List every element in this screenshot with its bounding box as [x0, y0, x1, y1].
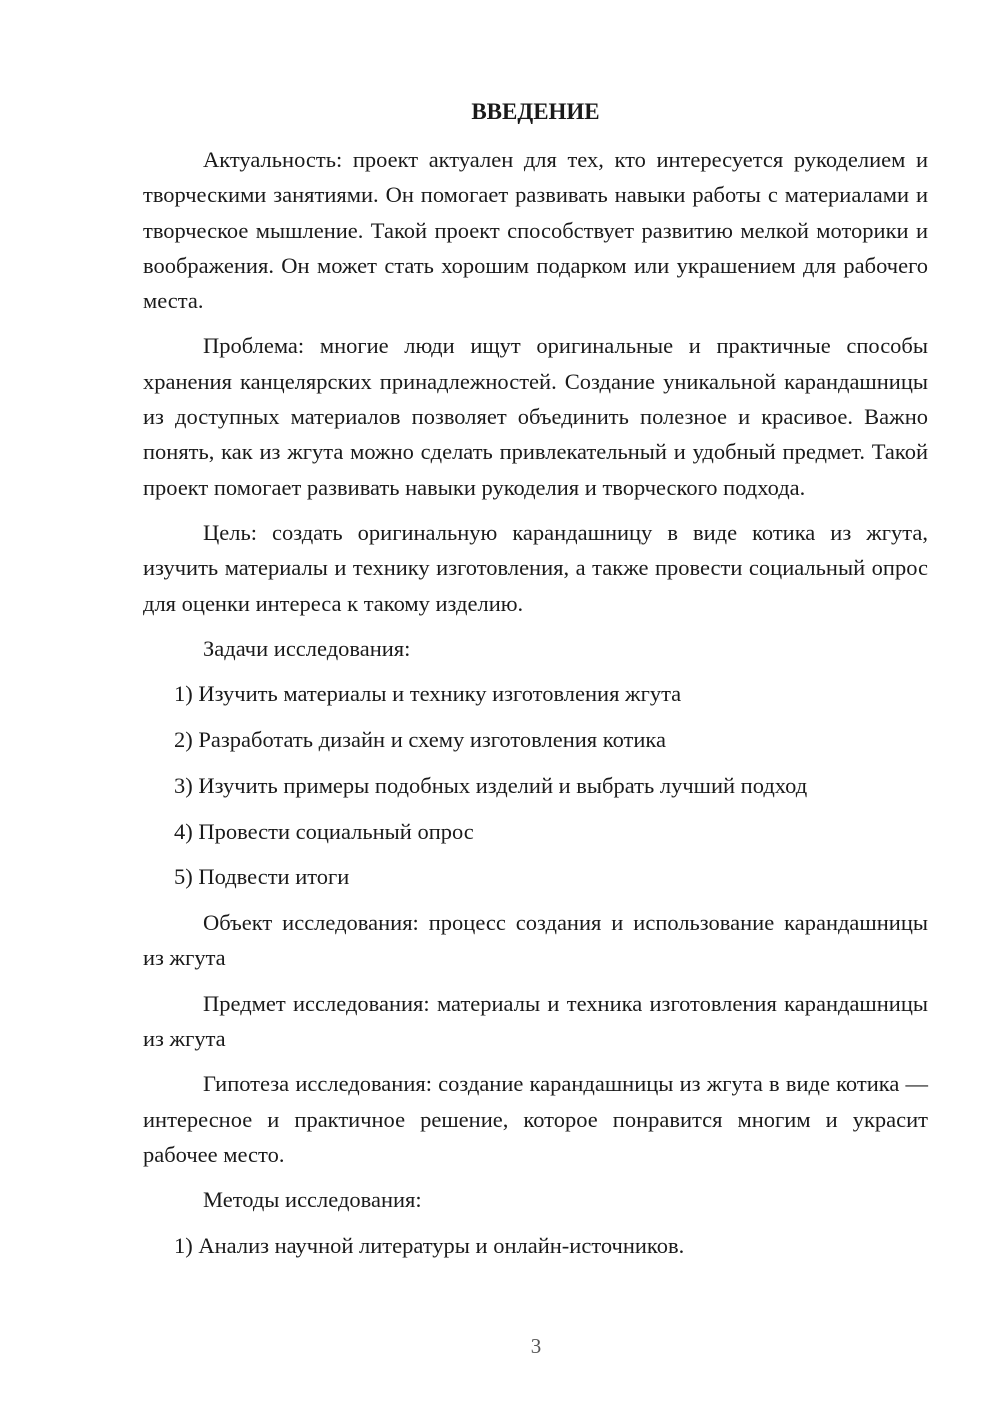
methods-heading: Методы исследования: — [203, 1187, 422, 1213]
object-paragraph: Объект исследования: процесс создания и использование карандашницы из жгута — [143, 910, 928, 971]
list-item: 1) Анализ научной литературы и онлайн-источников. — [174, 1232, 685, 1258]
tasks-list — [143, 676, 928, 894]
list-item: 3) Изучить примеры подобных изделий и выбрать лучший подход — [174, 772, 808, 798]
list-item: 5) Подвести итоги — [174, 864, 350, 890]
list-item: 2) Разработать дизайн и схему изготовления котика — [174, 726, 666, 752]
relevance-paragraph: Актуальность: проект актуален для тех, кто интересуется рукоделием и творческими занятиями. Он помогает развивать навыки работы с материалами и творческое мышление. Такой проект способствует развитию мелкой моторики и воображения. Он может стать хорошим подарком или украшением для рабочего места. — [143, 147, 928, 314]
methods-list — [143, 1228, 928, 1263]
list-item: 1) Изучить материалы и технику изготовления жгута — [174, 681, 682, 707]
document-page — [143, 94, 928, 1273]
problem-paragraph: Проблема: многие люди ищут оригинальные и практичные способы хранения канцелярских принадлежностей. Создание уникальной карандашницы из доступных материалов позволяет объединить полезное и красивое. Важно понять, как из жгута можно сделать привлекательный и удобный предмет. Такой проект помогает развивать навыки рукоделия и творческого подхода. — [143, 333, 928, 500]
list-item: 4) Провести социальный опрос — [174, 818, 474, 844]
subject-paragraph: Предмет исследования: материалы и техника изготовления карандашницы из жгута — [143, 990, 928, 1052]
hypothesis-paragraph: Гипотеза исследования: создание карандашницы из жгута в виде котика — интересное и практичное решение, которое понравится многим и украсит рабочее место. — [143, 1071, 928, 1167]
goal-paragraph: Цель: создать оригинальную карандашницу в виде котика из жгута, изучить материалы и технику изготовления, а также провести социальный опрос для оценки интереса к такому изделию. — [143, 519, 928, 616]
tasks-heading: Задачи исследования: — [203, 635, 411, 661]
page-number: 3 — [530, 1334, 542, 1358]
section-title: ВВЕДЕНИЕ — [471, 99, 600, 124]
